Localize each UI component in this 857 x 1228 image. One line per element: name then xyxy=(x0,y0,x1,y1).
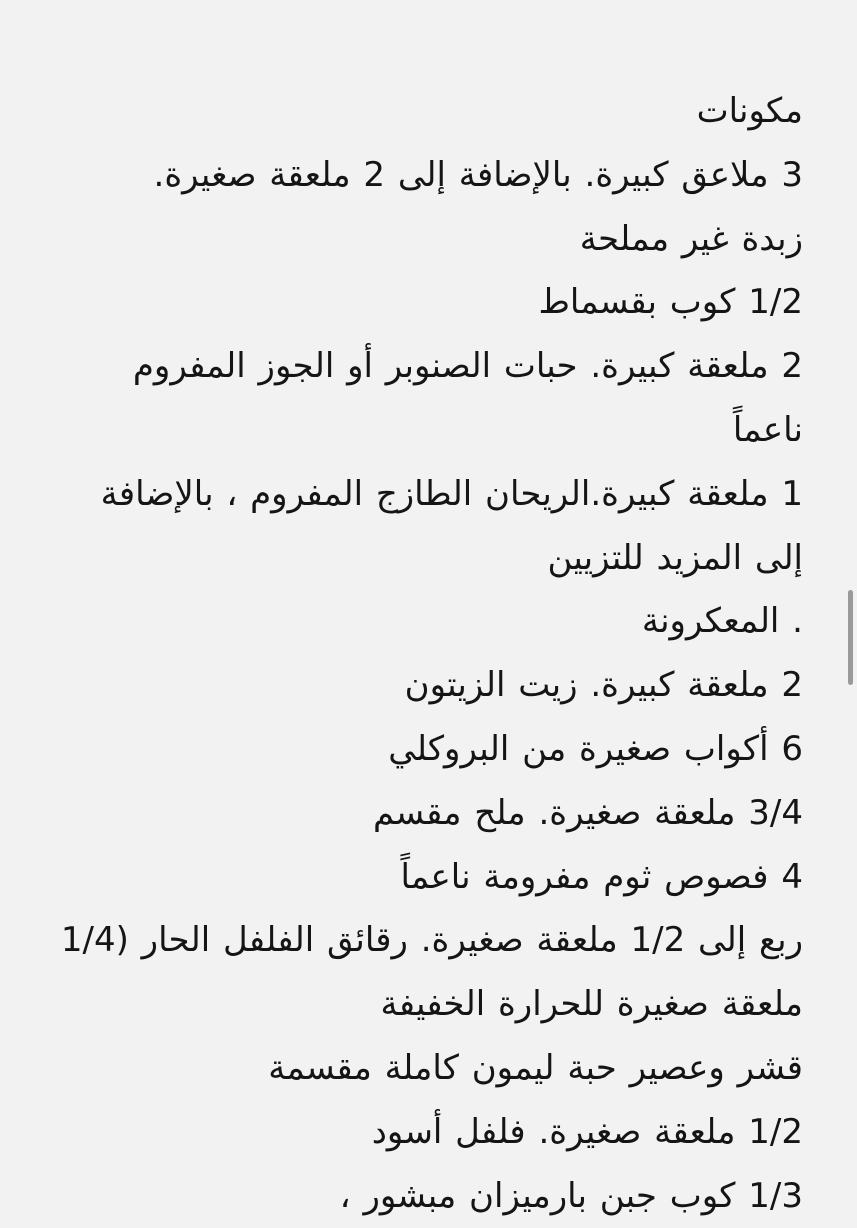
text-line: ملعقة صغيرة للحرارة الخفيفة xyxy=(380,984,803,1025)
text-line: 1/2 ملعقة صغيرة. فلفل أسود xyxy=(371,1111,803,1152)
text-line: ربع إلى 1/2 ملعقة صغيرة. رقائق الفلفل الحار (1/4 xyxy=(60,920,803,961)
text-line: 2 ملعقة كبيرة. زيت الزيتون xyxy=(404,665,803,706)
text-line: 3 ملاعق كبيرة. بالإضافة إلى 2 ملعقة صغيرة. xyxy=(153,154,803,195)
ingredients-heading: مكونات xyxy=(696,91,803,131)
text-line: زبدة غير مملحة xyxy=(579,218,803,259)
text-line: 3/4 ملعقة صغيرة. ملح مقسم xyxy=(373,792,803,833)
text-line: قشر وعصير حبة ليمون كاملة مقسمة xyxy=(268,1047,803,1088)
text-line: إلى المزيد للتزيين xyxy=(547,537,803,578)
text-line: 6 أكواب صغيرة من البروكلي xyxy=(388,728,803,769)
text-line: 4 فصوص ثوم مفرومة ناعماً xyxy=(400,856,803,897)
text-line: 1 ملعقة كبيرة.الريحان الطازج المفروم ، بالإضافة xyxy=(100,473,803,514)
ingredients-text xyxy=(18,80,803,1228)
text-line: ناعماً xyxy=(732,409,803,450)
text-line: 2 ملعقة كبيرة. حبات الصنوبر أو الجوز المفروم xyxy=(132,346,803,387)
text-line: . المعكرونة xyxy=(641,601,803,642)
text-line: 1/3 كوب جبن بارميزان مبشور ، xyxy=(339,1175,803,1216)
text-line: 1/2 كوب بقسماط xyxy=(538,282,803,323)
vertical-scrollbar[interactable] xyxy=(848,590,853,685)
